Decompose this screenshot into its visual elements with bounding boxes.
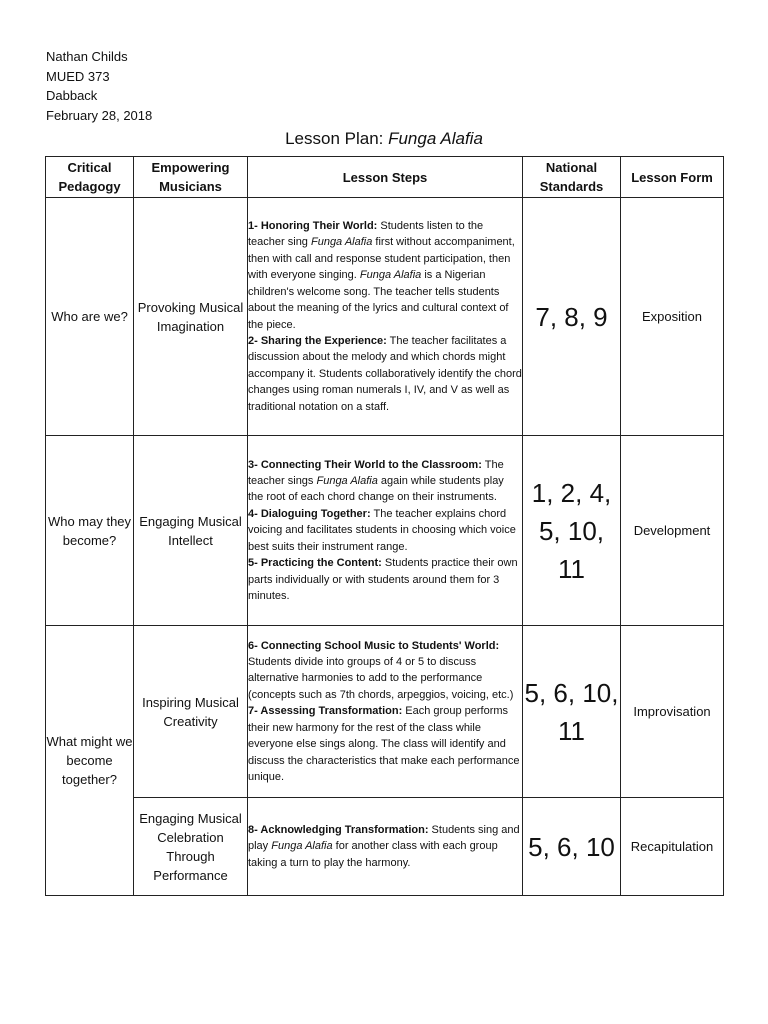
standards-cell: 5, 6, 10, 11 — [523, 626, 621, 798]
header-national-standards: National Standards — [523, 157, 621, 198]
standards-cell: 7, 8, 9 — [523, 198, 621, 436]
step-text: Students listen to the teacher sing — [248, 220, 484, 249]
step-title: 8- Acknowledging Transformation: — [248, 823, 429, 836]
table-row — [46, 798, 724, 896]
title-prefix: Lesson Plan: — [285, 129, 389, 148]
lesson-step — [248, 506, 522, 555]
course-code: MUED 373 — [46, 68, 110, 84]
step-title: 7- Assessing Transformation: — [248, 705, 403, 718]
step-text: Students sing and play — [248, 823, 520, 853]
header-critical-pedagogy: Critical Pedagogy — [46, 157, 134, 198]
empowering-cell: Engaging Musical Intellect — [134, 436, 248, 626]
lesson-form-cell: Improvisation — [621, 626, 724, 798]
step-text: Students practice their own parts individually or with students around them for 3 minutes. — [248, 557, 518, 602]
standards-cell: 5, 6, 10 — [523, 798, 621, 896]
pedagogy-cell: Who may they become? — [46, 436, 134, 626]
step-text: Funga Alafia — [310, 236, 373, 249]
step-text: Each group performs their new harmony for the rest of the class while everyone else sings along. The class will identify and discuss the characteristics that make each performance unique. — [248, 705, 520, 783]
lesson-step — [248, 333, 522, 415]
header-lesson-steps: Lesson Steps — [248, 157, 523, 198]
step-title: 6- Connecting School Music to Students' World: — [248, 639, 500, 652]
step-text: Funga Alafia — [359, 269, 422, 282]
pedagogy-cell: What might we become together? — [46, 626, 134, 896]
step-text: Funga Alafia — [316, 475, 378, 488]
lesson-step — [248, 457, 522, 506]
lesson-steps-cell — [248, 798, 523, 896]
step-text: The teacher facilitates a discussion about the melody and which chords might accompany it. Students collaboratively identify the chord changes using roman numerals I, IV, and V as well as traditional notation on a staff. — [248, 334, 522, 413]
lesson-step — [248, 822, 522, 871]
lesson-form-cell: Exposition — [621, 198, 724, 436]
table-row — [46, 626, 724, 798]
step-title: 2- Sharing the Experience: — [248, 334, 387, 347]
lesson-step — [248, 638, 522, 704]
step-text: The teacher explains chord voicing and facilitates students in choosing which voice best suits their instrument range. — [248, 507, 516, 553]
step-text: The teacher sings — [248, 458, 504, 488]
document-header — [46, 47, 152, 125]
lesson-step — [248, 703, 522, 785]
step-title: 1- Honoring Their World: — [248, 220, 378, 233]
pedagogy-cell: Who are we? — [46, 198, 134, 436]
lesson-steps-cell — [248, 198, 523, 436]
standards-cell: 1, 2, 4, 5, 10, 11 — [523, 436, 621, 626]
empowering-cell: Provoking Musical Imagination — [134, 198, 248, 436]
lesson-steps-cell — [248, 436, 523, 626]
step-text: again while students play the root of each chord change on their instruments. — [248, 475, 504, 504]
empowering-cell: Engaging Musical Celebration Through Performance — [134, 798, 248, 896]
empowering-cell: Inspiring Musical Creativity — [134, 626, 248, 798]
title-song: Funga Alafia — [388, 129, 483, 148]
step-title: 5- Practicing the Content: — [248, 557, 382, 570]
lesson-form-cell: Recapitulation — [621, 798, 724, 896]
author-name: Nathan Childs — [46, 49, 128, 64]
step-title: 3- Connecting Their World to the Classroom: — [248, 458, 482, 471]
step-text: for another class with each group taking a turn to play the harmony. — [248, 840, 498, 869]
lesson-plan-table — [45, 156, 724, 896]
table-row — [46, 436, 724, 626]
step-text: is a Nigerian children's welcome song. The teacher tells students about the meaning of the lyrics and cultural context of the piece. — [248, 269, 509, 331]
lesson-steps-cell — [248, 626, 523, 798]
step-title: 4- Dialoguing Together: — [248, 507, 371, 520]
step-text: first without accompaniment, then with call and response student participation, then with everyone singing. — [248, 236, 515, 282]
lesson-step — [248, 555, 522, 604]
header-empowering-musicians: Empowering Musicians — [134, 157, 248, 198]
table-row — [46, 198, 724, 436]
page-title — [0, 128, 768, 150]
step-text: Students divide into groups of 4 or 5 to discuss alternative harmonies to add to the performance (concepts such as 7th chords, arpeggios, voicing, etc.) — [248, 656, 514, 701]
step-text: Funga Alafia — [271, 840, 333, 853]
document-date: February 28, 2018 — [46, 107, 153, 123]
header-lesson-form: Lesson Form — [621, 157, 724, 198]
lesson-step — [248, 218, 522, 333]
table-header-row — [46, 157, 724, 198]
lesson-form-cell: Development — [621, 436, 724, 626]
instructor-name: Dabback — [46, 88, 98, 103]
